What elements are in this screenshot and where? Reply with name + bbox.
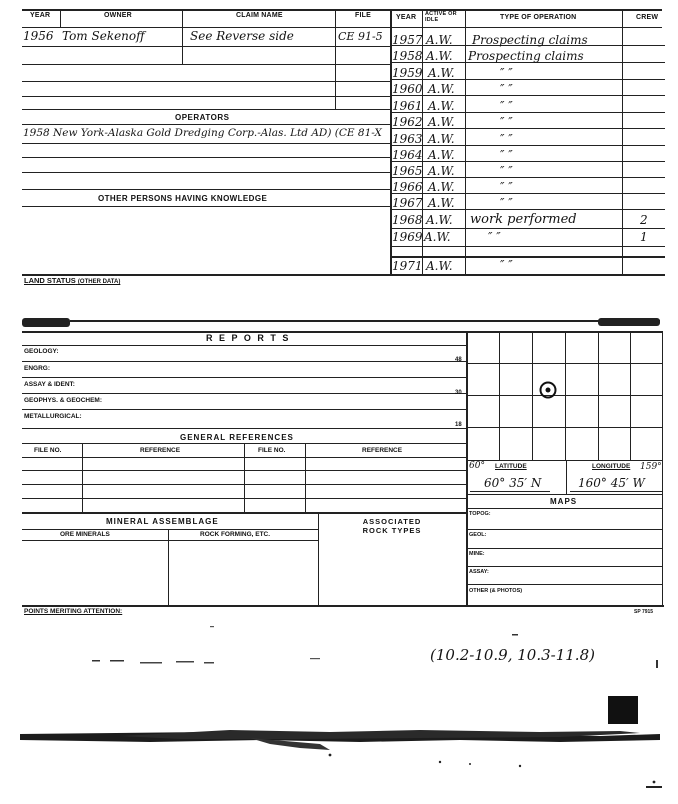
- header-owner: OWNER: [104, 12, 132, 19]
- map-geol: GEOL:: [469, 532, 487, 538]
- reports-heading: R E P O R T S: [206, 333, 291, 343]
- land-status-label: [24, 276, 120, 285]
- activity-year: 1963: [392, 132, 423, 146]
- map-assay: ASSAY:: [469, 569, 489, 575]
- activity-operation: ″ ″: [500, 99, 513, 113]
- handwritten-note: (10.2-10.9, 10.3-11.8): [430, 646, 595, 664]
- activity-status: A.W.: [428, 82, 455, 96]
- lat-deg-label: 60°: [469, 461, 485, 471]
- latitude-value: 60° 35′ N: [484, 476, 542, 490]
- activity-operation: ″ ″: [500, 258, 513, 272]
- activity-year: 1967: [392, 196, 423, 210]
- map-other: OTHER (& PHOTOS): [469, 588, 523, 594]
- gr-col-file-no-2: FILE NO.: [258, 447, 286, 454]
- activity-status: A.W.: [428, 99, 455, 113]
- file-value: CE 91-5: [338, 30, 383, 43]
- scan-noise-band: [0, 690, 678, 804]
- form-number: SP 7915: [634, 609, 654, 615]
- activity-operation: ″ ″: [500, 82, 513, 96]
- activity-operation: ″ ″: [500, 164, 513, 178]
- gr-col-reference: REFERENCE: [140, 447, 181, 454]
- activity-status: A.W.: [428, 148, 455, 162]
- activity-year: 1960: [392, 82, 423, 96]
- header-active-idle: ACTIVE OR IDLE: [425, 11, 457, 23]
- report-assay: ASSAY & IDENT:: [24, 381, 75, 388]
- activity-operation: work performed: [470, 212, 577, 227]
- activity-crew: 1: [640, 230, 648, 244]
- tick-30: 30: [455, 390, 462, 396]
- land-status-title: LAND STATUS: [24, 276, 76, 285]
- header-claim-name: CLAIM NAME: [236, 12, 283, 19]
- activity-year: 1961: [392, 99, 423, 113]
- activity-year: 1958: [392, 49, 423, 63]
- location-marker-icon: [539, 381, 557, 399]
- activity-operation: ″ ″: [500, 196, 513, 210]
- map-topog: TOPOG:: [469, 511, 491, 517]
- activity-status: A.W.: [428, 66, 455, 80]
- activity-status: A.W.: [426, 213, 453, 227]
- ore-minerals-label: ORE MINERALS: [60, 531, 110, 538]
- activity-operation: ″ ″: [500, 132, 513, 146]
- activity-year: 1962: [392, 115, 423, 129]
- activity-year: 1959: [392, 66, 423, 80]
- activity-status: A.W.: [426, 49, 453, 63]
- activity-year: 1964: [392, 148, 423, 162]
- scan-smudge-right: [598, 318, 660, 326]
- scan-smudge-left: [22, 318, 70, 327]
- activity-operation: Prospecting claims: [472, 33, 588, 47]
- header-year: YEAR: [30, 12, 51, 19]
- scan-specks-top: [0, 620, 678, 690]
- header-type-of-operation: TYPE OF OPERATION: [500, 14, 577, 21]
- map-mine: MINE:: [469, 551, 485, 557]
- activity-operation: ″ ″: [500, 148, 513, 162]
- activity-status: A.W.: [428, 132, 455, 146]
- activity-status: A.W.: [424, 230, 451, 244]
- points-meriting-attention: POINTS MERITING ATTENTION:: [24, 608, 123, 615]
- report-engrg: ENGRG:: [24, 365, 50, 372]
- activity-operation: ″ ″: [500, 180, 513, 194]
- activity-year: 1968: [392, 213, 423, 227]
- activity-status: A.W.: [428, 115, 455, 129]
- gr-col-reference-2: REFERENCE: [362, 447, 403, 454]
- activity-status: A.W.: [426, 33, 453, 47]
- other-persons-heading: OTHER PERSONS HAVING KNOWLEDGE: [98, 194, 268, 203]
- owner-name: Tom Sekenoff: [62, 29, 145, 43]
- lon-deg-label: 159°: [640, 462, 662, 472]
- activity-year: 1971: [392, 259, 423, 273]
- land-status-sub: (OTHER DATA): [77, 279, 121, 285]
- header-file: FILE: [355, 12, 371, 19]
- activity-year: 1965: [392, 164, 423, 178]
- claim-name-value: See Reverse side: [190, 29, 294, 43]
- tick-18: 18: [455, 422, 462, 428]
- activity-status: A.W.: [426, 259, 453, 273]
- maps-heading: MAPS: [550, 497, 578, 506]
- associated-rock-types: ASSOCIATED ROCK TYPES: [362, 517, 422, 535]
- report-geophys: GEOPHYS. & GEOCHEM:: [24, 397, 103, 404]
- activity-operation: ″ ″: [500, 115, 513, 129]
- activity-year: 1966: [392, 180, 423, 194]
- general-references-heading: GENERAL REFERENCES: [180, 433, 294, 442]
- header-crew: CREW: [636, 14, 659, 21]
- longitude-label: LONGITUDE: [592, 463, 631, 470]
- activity-crew: 2: [640, 213, 648, 227]
- owner-year: 1956: [23, 29, 54, 43]
- report-metallurgical: METALLURGICAL:: [24, 413, 82, 420]
- header-year-2: YEAR: [396, 14, 417, 21]
- report-geology: GEOLOGY:: [24, 348, 59, 355]
- tick-48: 48: [455, 357, 462, 363]
- longitude-value: 160° 45′ W: [578, 476, 645, 490]
- activity-operation: Prospecting claims: [468, 49, 584, 63]
- activity-operation: ″ ″: [488, 230, 501, 244]
- latitude-label: LATITUDE: [495, 463, 527, 470]
- operators-entry: 1958 New York-Alaska Gold Dredging Corp.-Alas. Ltd AD) (CE 81-X: [23, 127, 382, 139]
- mineral-assemblage-heading: MINERAL ASSEMBLAGE: [106, 517, 219, 526]
- activity-operation: ″ ″: [500, 66, 513, 80]
- activity-status: A.W.: [428, 196, 455, 210]
- activity-status: A.W.: [428, 180, 455, 194]
- activity-status: A.W.: [428, 164, 455, 178]
- gr-col-file-no: FILE NO.: [34, 447, 62, 454]
- rock-forming-label: ROCK FORMING, ETC.: [200, 531, 271, 538]
- activity-year: 1957: [392, 33, 423, 47]
- activity-year: 1969: [392, 230, 423, 244]
- operators-heading: OPERATORS: [175, 113, 230, 122]
